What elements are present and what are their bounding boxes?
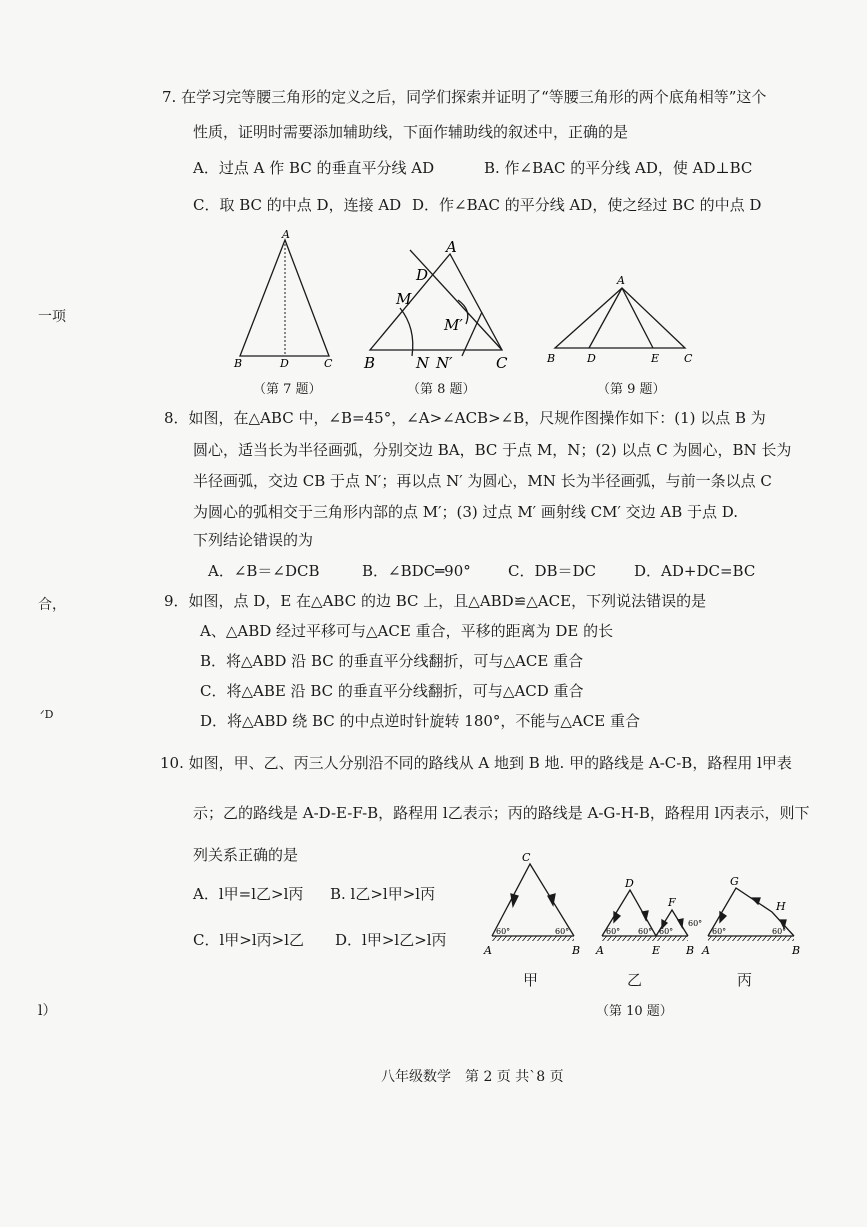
fig7-label-a: A — [282, 228, 290, 241]
fig8-label-n-prime: N′ — [436, 354, 453, 372]
fig10-bing-angle-left: 60° — [712, 927, 727, 936]
fig9-label-c: C — [684, 352, 693, 365]
figure-10 — [480, 848, 810, 968]
fig8-arc-b — [400, 308, 413, 356]
fig8-label-m-prime: M′ — [444, 316, 463, 334]
fig9-label-b: B — [547, 352, 556, 365]
fig9-label-d: D — [587, 352, 596, 365]
side-mark-3: ᐟD — [40, 708, 54, 721]
fig10-label-e: E — [652, 944, 661, 957]
page-footer: 八年级数学 第 2 页 共`8 页 — [381, 1069, 564, 1085]
q7-option-b: B. 作∠BAC 的平分线 AD，使 AD⊥BC — [484, 159, 753, 177]
fig8-label-n: N — [416, 354, 430, 372]
q9-line-1: 9．如图，点 D，E 在△ABC 的边 BC 上，且△ABD≌△ACE，下列说法错误的是 — [164, 592, 707, 610]
fig8-label-b: B — [364, 354, 376, 372]
q10-option-c: C．l甲>l丙>l乙 — [193, 931, 305, 949]
fig7-caption: （第 7 题） — [253, 382, 322, 397]
fig10-name-jia: 甲 — [523, 971, 539, 989]
fig10-label-h: H — [776, 900, 786, 913]
q10-line-2: 示；乙的路线是 A-D-E-F-B，路程用 l乙表示；丙的路线是 A-G-H-B，路程用 l丙表示，则下 — [193, 804, 810, 822]
fig10-bing-label-a: A — [702, 944, 710, 957]
figure-8 — [360, 238, 520, 378]
side-mark-1: 一项 — [38, 309, 66, 325]
fig9-triangle — [555, 288, 685, 348]
q8-option-b: B．∠BDC═90° — [362, 562, 471, 580]
fig8-caption: （第 8 题） — [407, 382, 476, 397]
fig10-label-f: F — [668, 896, 676, 909]
fig7-label-b: B — [234, 357, 243, 370]
fig8-label-c: C — [496, 354, 508, 372]
q8-option-c: C．DB＝DC — [508, 562, 597, 580]
fig9-caption: （第 9 题） — [597, 382, 666, 397]
q8-line-3: 半径画弧，交边 CB 于点 N′；再以点 N′ 为圆心，MN 长为半径画弧，与前一条以点 C — [193, 472, 772, 490]
fig10-name-yi: 乙 — [627, 971, 643, 989]
fig10-label-g: G — [730, 875, 739, 888]
figure-9 — [545, 268, 705, 372]
fig7-label-c: C — [324, 357, 333, 370]
q10-option-a: A．l甲=l乙>l丙 — [193, 885, 304, 903]
fig10-yi-angle-2: 60° — [638, 927, 653, 936]
fig10-bing-label-b: B — [792, 944, 801, 957]
fig8-label-a: A — [446, 238, 457, 256]
fig10-route-jia — [483, 851, 580, 957]
fig9-line-ae — [622, 288, 653, 348]
q9-option-c: C．将△ABE 沿 BC 的垂直平分线翻折，可与△ACD 重合 — [200, 682, 584, 700]
fig10-name-bing: 丙 — [737, 971, 753, 989]
q10-option-d: D．l甲>l乙>l丙 — [335, 931, 447, 949]
q8-line-4: 为圆心的弧相交于三角形内部的点 M′；(3) 过点 M′ 画射线 CM′ 交边 AB 于点 D. — [193, 503, 739, 521]
fig10-yi-angle-3: 60° — [659, 927, 674, 936]
fig9-label-e: E — [651, 352, 660, 365]
q8-line-1: 8．如图，在△ABC 中，∠B=45°，∠A>∠ACB>∠B，尺规作图操作如下：(1) 以点 B 为 — [164, 409, 766, 427]
q10-line-1: 10. 如图，甲、乙、丙三人分别沿不同的路线从 A 地到 B 地. 甲的路线是 A-C-B，路程用 l甲表 — [160, 754, 792, 772]
q8-option-a: A．∠B＝∠DCB — [208, 562, 320, 580]
side-mark-2: 合， — [38, 597, 66, 613]
fig8-label-m: M — [396, 290, 412, 308]
q7-option-d: D．作∠BAC 的平分线 AD，使之经过 BC 的中点 D — [412, 196, 762, 214]
fig9-label-a: A — [617, 274, 625, 287]
fig9-line-ad — [589, 288, 622, 348]
q7-option-c: C．取 BC 的中点 D，连接 AD — [193, 196, 402, 214]
fig10-yi-label-b: B — [686, 944, 695, 957]
fig10-jia-angle-right: 60° — [555, 927, 570, 936]
q8-line-5: 下列结论错误的为 — [193, 531, 314, 549]
q9-option-d: D．将△ABD 绕 BC 的中点逆时针旋转 180°，不能与△ACE 重合 — [200, 712, 640, 730]
fig10-caption: （第 10 题） — [596, 1004, 673, 1019]
fig8-triangle — [370, 254, 502, 350]
fig8-label-d: D — [416, 266, 429, 284]
q7-option-a: A．过点 A 作 BC 的垂直平分线 AD — [193, 159, 435, 177]
fig10-label-c: C — [522, 851, 531, 864]
q8-line-2: 圆心，适当长为半径画弧，分别交边 BA，BC 于点 M，N；(2) 以点 C 为圆心，BN 长为 — [193, 441, 792, 459]
fig10-label-d: D — [625, 877, 634, 890]
side-mark-4: l） — [38, 1003, 57, 1019]
q8-option-d: D．AD+DC=BC — [634, 562, 756, 580]
fig10-route-bing — [701, 875, 800, 957]
fig10-yi-label-a: A — [596, 944, 604, 957]
fig10-jia-label-a: A — [484, 944, 492, 957]
q7-line-2: 性质，证明时需要添加辅助线，下面作辅助线的叙述中，正确的是 — [193, 123, 629, 141]
fig10-route-yi — [595, 877, 702, 957]
fig10-jia-angle-left: 60° — [496, 927, 511, 936]
fig10-yi-angle-1: 60° — [606, 927, 621, 936]
fig10-jia-label-b: B — [572, 944, 581, 957]
fig7-label-d: D — [280, 357, 289, 370]
q10-option-b: B. l乙>l甲>l丙 — [330, 885, 436, 903]
q7-line-1: 7. 在学习完等腰三角形的定义之后，同学们探索并证明了“等腰三角形的两个底角相等”这个 — [162, 88, 767, 106]
q10-line-3: 列关系正确的是 — [193, 846, 299, 864]
figure-7 — [225, 230, 345, 370]
fig10-bing-angle-right: 60° — [772, 927, 787, 936]
q9-option-a: A、△ABD 经过平移可与△ACE 重合，平移的距离为 DE 的长 — [200, 622, 614, 640]
q9-option-b: B．将△ABD 沿 BC 的垂直平分线翻折，可与△ACE 重合 — [200, 652, 584, 670]
fig10-yi-angle-4: 60° — [688, 919, 703, 928]
